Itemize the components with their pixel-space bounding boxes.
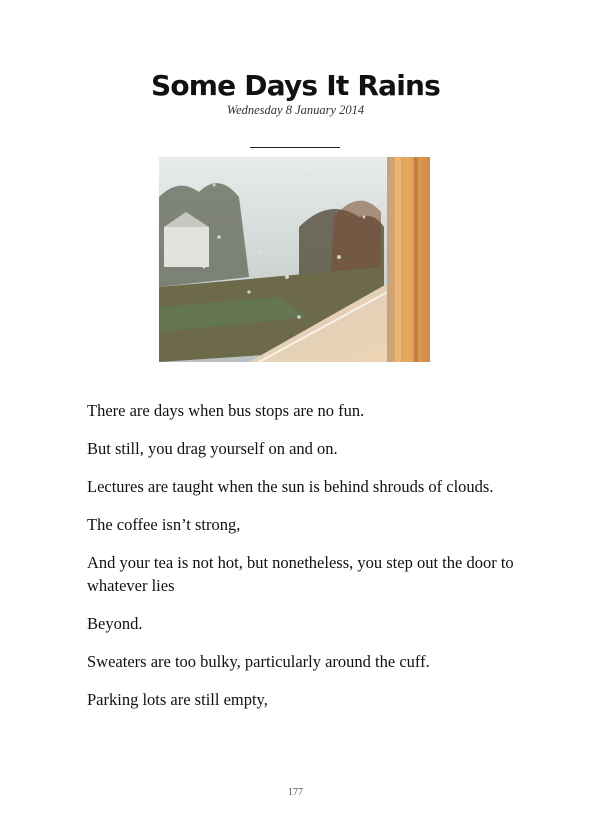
title-separator — [250, 147, 340, 148]
poem-line: There are days when bus stops are no fun. — [87, 401, 365, 420]
poem-line: Beyond. — [87, 614, 143, 633]
poem-line: Sweaters are too bulky, particularly around the cuff. — [87, 652, 430, 671]
poem-line: Lectures are taught when the sun is behind shrouds of clouds. — [87, 477, 494, 496]
poem-line: But still, you drag yourself on and on. — [87, 439, 338, 458]
rain-window-photo — [159, 157, 430, 362]
post-date: Wednesday 8 January 2014 — [226, 103, 365, 117]
poem-body — [87, 399, 517, 726]
poem-line: The coffee isn’t strong, — [87, 515, 241, 534]
poem-line: And your tea is not hot, but nonetheless, you step out the door to whatever lies — [87, 553, 514, 595]
page-number: 177 — [288, 787, 303, 798]
page-title: Some Days It Rains — [150, 69, 441, 102]
poem-line: Parking lots are still empty, — [87, 690, 268, 709]
